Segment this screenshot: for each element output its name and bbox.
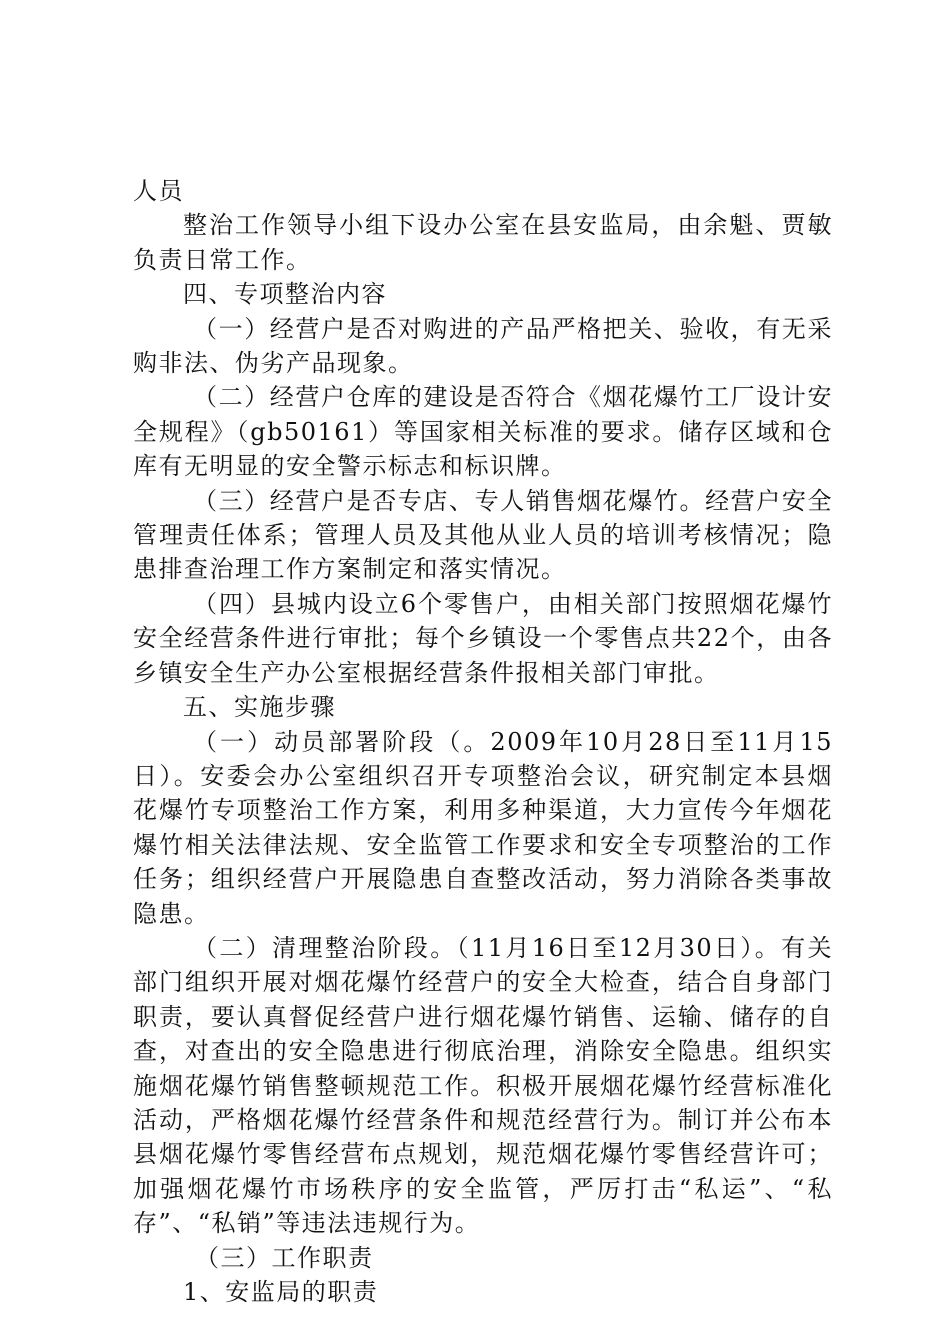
paragraph-step-2: （二）清理整治阶段。（11月16日至12月30日）。有关部门组织开展对烟花爆竹经营户的安全大检查，结合自身部门职责，要认真督促经营户进行烟花爆竹销售、运输、储存的自查，对查出的安全隐患进行彻底治理，消除安全隐患。组织实施烟花爆竹销售整顿规范工作。积极开展烟花爆竹经营标准化活动，严格烟花爆竹经营条件和规范经营行为。制订并公布本县烟花爆竹零售经营布点规划，规范烟花爆竹零售经营许可；加强烟花爆竹市场秩序的安全监管，严厉打击“私运”、“私存”、“私销”等违法违规行为。 (133, 933, 833, 1238)
paragraph-personnel: 人员 (133, 177, 184, 205)
paragraph-item-3: （三）经营户是否专店、专人销售烟花爆竹。经营户安全管理责任体系；管理人员及其他从业人员的培训考核情况；隐患排查治理工作方案制定和落实情况。 (133, 486, 833, 584)
document-body (133, 174, 833, 1309)
heading-safety-bureau-duties: 1、安监局的职责 (183, 1278, 379, 1306)
heading-section-4: 四、专项整治内容 (183, 280, 387, 309)
heading-duties: （三）工作职责 (195, 1243, 374, 1272)
heading-section-5: 五、实施步骤 (183, 693, 336, 722)
paragraph-item-2: （二）经营户仓库的建设是否符合《烟花爆竹工厂设计安全规程》（gb50161）等国家相关标准的要求。储存区域和仓库有无明显的安全警示标志和标识牌。 (133, 383, 833, 481)
paragraph-item-4: （四）县城内设立6个零售户，由相关部门按照烟花爆竹安全经营条件进行审批；每个乡镇设一个零售点共22个，由各乡镇安全生产办公室根据经营条件报相关部门审批。 (133, 589, 833, 687)
paragraph-item-1: （一）经营户是否对购进的产品严格把关、验收，有无采购非法、伪劣产品现象。 (133, 314, 833, 378)
paragraph-office: 整治工作领导小组下设办公室在县安监局，由余魁、贾敏负责日常工作。 (133, 211, 833, 274)
paragraph-step-1: （一）动员部署阶段（。2009年10月28日至11月15日）。安委会办公室组织召开专项整治会议，研究制定本县烟花爆竹专项整治工作方案，利用多种渠道，大力宣传今年烟花爆竹相关法律法规、安全监管工作要求和安全专项整治的工作任务；组织经营户开展隐患自查整改活动，努力消除各类事故隐患。 (133, 727, 833, 928)
